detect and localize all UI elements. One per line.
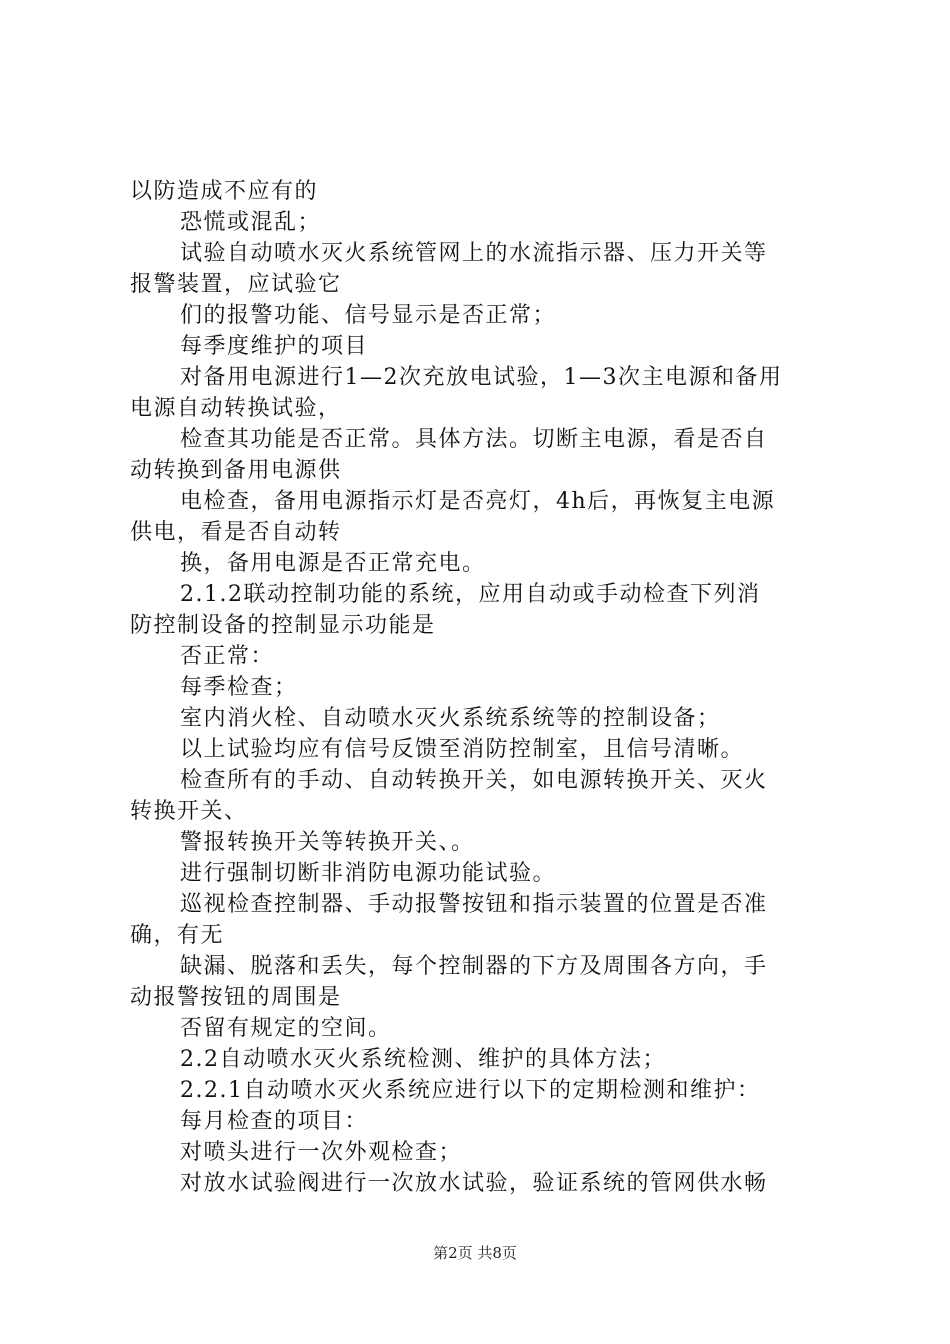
text-line: 电源自动转换试验， [130,396,342,421]
text-line: 防控制设备的控制显示功能是 [130,613,436,638]
text-line: 以上试验均应有信号反馈至消防控制室，且信号清晰。 [180,737,745,762]
text-line: 2.2.1自动喷水灭火系统应进行以下的定期检测和维护： [180,1078,761,1103]
page-number-footer: 第2页 共8页 [433,1244,517,1262]
text-line: 警报转换开关等转换开关、。 [180,830,475,855]
text-line: 对放水试验阀进行一次放水试验，验证系统的管网供水畅 [180,1171,768,1196]
text-line: 检查所有的手动、自动转换开关，如电源转换开关、灭火 [180,768,768,793]
text-line: 换，备用电源是否正常充电。 [180,551,486,576]
text-line: 恐慌或混乱； [180,210,322,235]
text-line: 们的报警功能、信号显示是否正常； [180,303,557,328]
text-line: 室内消火栓、自动喷水灭火系统系统等的控制设备； [180,706,721,731]
text-line: 转换开关、 [130,799,248,824]
text-line: 进行强制切断非消防电源功能试验。 [180,861,557,886]
text-line: 电检查，备用电源指示灯是否亮灯，4h后，再恢复主电源 [180,489,776,514]
text-line: 2.2自动喷水灭火系统检测、维护的具体方法； [180,1047,666,1072]
text-line: 确，有无 [130,923,225,948]
text-line: 对喷头进行一次外观检查； [180,1140,463,1165]
text-line: 供电，看是否自动转 [130,520,342,545]
text-line: 每季检查； [180,675,298,700]
text-line: 动报警按钮的周围是 [130,985,342,1010]
text-line: 缺漏、脱落和丢失，每个控制器的下方及周围各方向，手 [180,954,768,979]
text-line: 每月检查的项目： [180,1109,369,1134]
text-line: 2.1.2联动控制功能的系统，应用自动或手动检查下列消 [180,582,761,607]
text-line: 报警装置，应试验它 [130,272,342,297]
text-line: 试验自动喷水灭火系统管网上的水流指示器、压力开关等 [180,241,768,266]
text-line: 检查其功能是否正常。具体方法。切断主电源，看是否自 [180,427,768,452]
text-line: 否留有规定的空间。 [180,1016,392,1041]
text-line: 每季度维护的项目 [180,334,369,359]
text-line: 否正常： [180,644,275,669]
text-line: 以防造成不应有的 [130,179,319,204]
text-line: 对备用电源进行1—2次充放电试验，1—3次主电源和备用 [180,365,783,390]
text-line: 巡视检查控制器、手动报警按钮和指示装置的位置是否准 [180,892,768,917]
text-line: 动转换到备用电源供 [130,458,342,483]
